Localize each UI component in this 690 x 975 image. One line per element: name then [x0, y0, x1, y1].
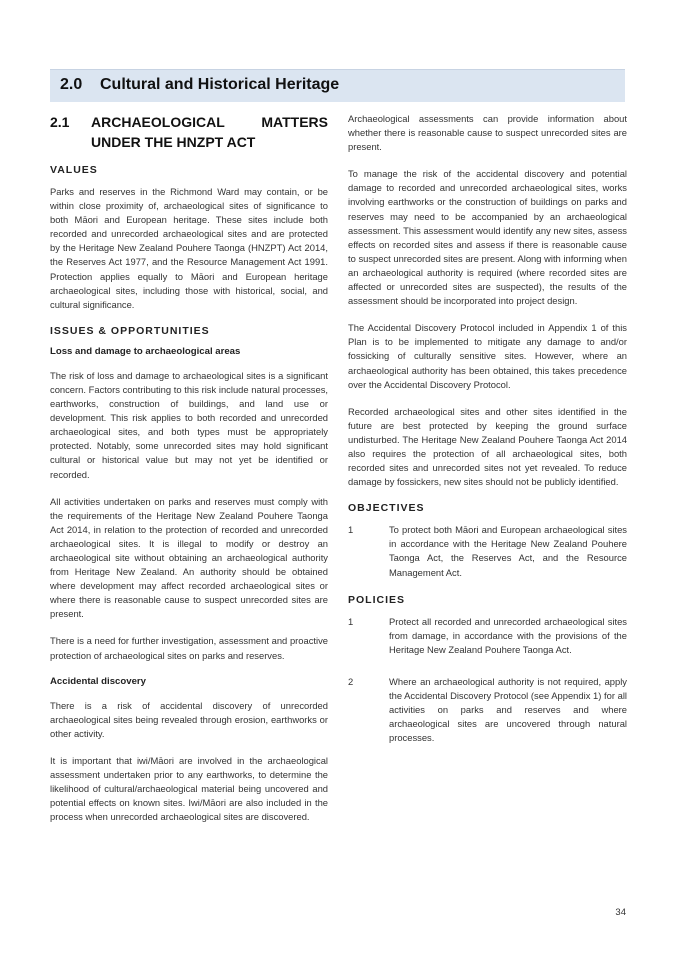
issues-heading: ISSUES & OPPORTUNITIES: [50, 324, 210, 337]
objectives-heading: OBJECTIVES: [348, 502, 425, 515]
issues-paragraph-6: Archaeological assessments can provide information about whether there is reasonable cause to suspect unrecorded sites are present.: [348, 113, 627, 153]
issues-paragraph-8: The Accidental Discovery Protocol included in Appendix 1 of this Plan is to be implemented to mitigate any damage to and/or fossicking of culturally sensitive sites. However, where an archaeological authority has been obtained, this takes precedence over the Accidental Discovery Protocol.: [348, 322, 627, 390]
right-column: [348, 112, 627, 755]
section-number: 2.0: [60, 76, 83, 93]
issues-paragraph-7: To manage the risk of the accidental discovery and potential damage to recorded and unrecorded archaeological sites, works involving earthworks or the construction of buildings on parks and reserves may need to be accompanied by an archaeological assessment. This assessment would identify any new sites, assess effects on recorded sites and assess if there is reasonable cause to suspect unrecorded sites are present. Along with informing when an archaeological authority is required (where recorded sites are affected or unrecorded sites are suspected), the results of the assessment should be incorporated into project design.: [348, 168, 627, 307]
policy-item: [348, 615, 627, 657]
values-paragraph: Parks and reserves in the Richmond Ward may contain, or be within close proximity of, archaeological sites of significance to both Māori and European heritage. These sites include both recorded and unrecorded archaeological sites and are protected by the Heritage New Zealand Pouhere Taonga (HNZPT) Act 2014, the Reserves Act 1977, and the Resource Management Act 1991. Protection applies equally to Māori and European heritage archaeological sites, including those with historical, social, and cultural significance.: [50, 186, 328, 310]
objective-number: 1: [348, 524, 354, 536]
issues-paragraph-1: The risk of loss and damage to archaeological sites is a significant concern. Factors contributing to this risk include natural processes, earthworks, construction of buildings, and land use or development. This risk applies to both recorded and unrecorded archaeological sites, and both types must be appropriately protected. Notably, some unrecorded sites may hold significant cultural or historical value but may not yet be identified or recorded.: [50, 369, 328, 480]
objective-item: [348, 523, 627, 579]
section-header-bar: [50, 69, 625, 102]
page-number: 34: [615, 907, 626, 918]
subsection-heading: [50, 112, 328, 152]
section-title: Cultural and Historical Heritage: [100, 76, 340, 93]
accidental-discovery-heading: Accidental discovery: [50, 675, 146, 687]
subsection-number: 2.1: [50, 114, 70, 130]
policies-heading: POLICIES: [348, 593, 406, 606]
issues-paragraph-3: There is a need for further investigation, assessment and proactive protection of archaeological sites on parks and reserves.: [50, 635, 328, 661]
policy-text: Protect all recorded and unrecorded archaeological sites from damage, in accordance with the provisions of the Heritage New Zealand Pouhere Taonga Act.: [389, 615, 627, 655]
objective-text: To protect both Māori and European archaeological sites in accordance with the Heritage New Zealand Pouhere Taonga Act, the Reserves Act, and the Resource Management Act.: [389, 524, 627, 578]
issues-paragraph-2: All activities undertaken on parks and reserves must comply with the requirements of the Heritage New Zealand Pouhere Taonga Act 2014, in relation to the protection of recorded and unrecorded archaeological sites. It is illegal to modify or destroy an archaeological site without obtaining an archaeological authority from Heritage New Zealand. An authority should be obtained where development may affect recorded archaeological sites or where there is reasonable cause to suspect unrecorded sites are present.: [50, 495, 328, 620]
issues-paragraph-4: There is a risk of accidental discovery of unrecorded archaeological sites being revealed through erosion, earthworks or other activity.: [50, 699, 328, 739]
loss-damage-heading: Loss and damage to archaeological areas: [50, 345, 241, 357]
values-heading: VALUES: [50, 164, 98, 176]
policy-number: 1: [348, 615, 354, 627]
policy-item: [348, 675, 627, 745]
issues-paragraph-9: Recorded archaeological sites and other sites identified in the future are best protected by keeping the ground surface undisturbed. The Heritage New Zealand Pouhere Taonga Act 2014 also requires the protection of all archaeological sites, both recorded sites and unrecorded sites not yet revealed. To reduce damage by fossickers, new sites should not be publicly identified.: [348, 405, 627, 488]
issues-paragraph-5: It is important that iwi/Māori are involved in the archaeological assessment undertaken prior to any earthworks, to determine the likelihood of cultural/archaeological material being uncovered and potential effects on known sites. Iwi/Māori are also included in the process when unrecorded archaeological sites are discovered.: [50, 754, 328, 823]
left-column: [50, 112, 328, 837]
subsection-title: ARCHAEOLOGICAL MATTERS UNDER THE HNZPT ACT: [91, 114, 328, 150]
policy-number: 2: [348, 675, 354, 687]
policy-text: Where an archaeological authority is not required, apply the Accidental Discovery Protocol (see Appendix 1) for all activities on parks and reserves and where archaeological sites are uncovered through natural processes.: [389, 675, 627, 744]
